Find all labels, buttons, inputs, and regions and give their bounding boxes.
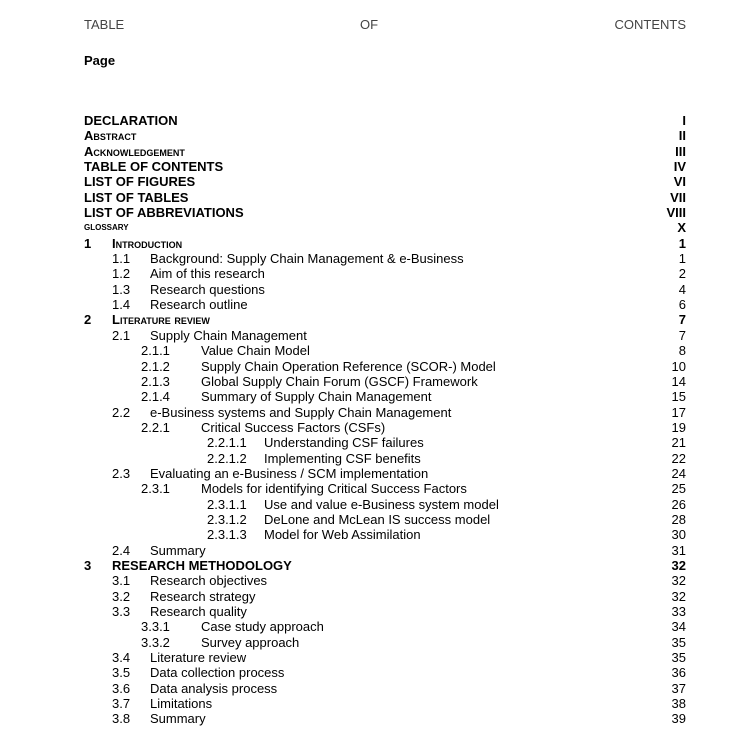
toc-entry-page: 6 (678, 297, 686, 313)
toc-entry (84, 435, 686, 450)
toc-entry (84, 389, 686, 404)
toc-entry-title: Value Chain Model (201, 343, 310, 359)
toc-entry-page: 1 (678, 251, 686, 267)
toc-entry-title: Data analysis process (150, 680, 278, 696)
toc-entry-page: 37 (671, 680, 686, 696)
toc-entry-title: Evaluating an e-Business / SCM implementation (150, 465, 429, 481)
toc-entry-number: 2.3.1.3 (207, 527, 247, 543)
toc-entry-number: 2.1.1 (141, 343, 170, 359)
toc-entry (84, 297, 686, 312)
toc-entry (84, 144, 686, 159)
toc-entry (84, 251, 686, 266)
toc-entry-number: 3.8 (112, 711, 131, 727)
toc-entry (84, 589, 686, 604)
toc-entry (84, 543, 686, 558)
toc-entry-number: 2.1 (112, 327, 131, 343)
toc-entry-page: 14 (671, 373, 686, 389)
toc-entry-number: 2.3 (112, 465, 131, 481)
toc-entry-number: 2.2.1.1 (207, 435, 247, 451)
toc-entry-title: Aim of this research (150, 266, 265, 282)
toc-entry-number: 3.4 (112, 650, 131, 666)
toc-entry (84, 604, 686, 619)
toc-entry-number: 2.4 (112, 542, 131, 558)
toc-entry-page: 38 (671, 696, 686, 712)
toc-entry-title: Models for identifying Critical Success Factors (201, 481, 467, 497)
toc-entry-page: 33 (671, 604, 686, 619)
toc-entry-number: 3.6 (112, 680, 131, 696)
toc-entry-title: Research objectives (150, 573, 268, 589)
toc-entry-title: LIST OF TABLES (84, 189, 189, 205)
toc-entry-title: Summary (150, 542, 206, 558)
toc-entry-number: 3.3.1 (141, 619, 170, 635)
toc-entry-page: 22 (671, 450, 686, 466)
toc-entry-page: VI (673, 174, 686, 190)
toc-entry-title: Supply Chain Management (150, 327, 307, 343)
header-left: TABLE (84, 17, 125, 32)
toc-entry (84, 573, 686, 588)
toc-entry-page: II (678, 128, 686, 144)
toc-entry-page: 26 (671, 496, 686, 512)
toc-entry (84, 328, 686, 343)
toc-entry-title: Research outline (150, 297, 248, 313)
toc-entry-title: Research quality (150, 604, 247, 619)
toc-entry-page: III (675, 143, 686, 159)
toc-entry (84, 190, 686, 205)
toc-entry-page: 24 (671, 465, 686, 481)
header-right: CONTENTS (614, 17, 686, 32)
toc-entry-title: glossary (84, 221, 129, 234)
toc-entry (84, 619, 686, 634)
toc-entry-number: 1.1 (112, 251, 131, 267)
toc-entry-page: 1 (678, 235, 686, 251)
toc-entry-page: 19 (671, 419, 686, 435)
toc-entry-number: 3.2 (112, 588, 131, 604)
toc-entry (84, 558, 686, 573)
header-center: OF (360, 17, 379, 32)
toc-entry (84, 650, 686, 665)
toc-entry-title: Abstract (84, 128, 137, 144)
toc-entry-title: Model for Web Assimilation (264, 527, 421, 543)
toc-entry-page: 4 (678, 281, 686, 297)
toc-entry-number: 2.2.1.2 (207, 450, 247, 466)
toc-entry (84, 282, 686, 297)
toc-entry-number: 3.5 (112, 665, 131, 681)
toc-entry (84, 174, 686, 189)
toc-entry-page: 32 (671, 573, 686, 589)
toc-entry-number: 1 (84, 235, 92, 251)
toc-entry-page: 8 (678, 343, 686, 359)
toc-entry-title: Acknowledgement (84, 143, 185, 159)
toc-entry-number: 3.1 (112, 573, 131, 589)
toc-entry-page: 28 (671, 511, 686, 527)
toc-entry-number: 2.1.3 (141, 373, 170, 389)
toc-header (84, 17, 686, 33)
toc-entry-page: 35 (671, 650, 686, 666)
toc-entry-number: 2.2 (112, 404, 131, 420)
toc-entry-title: Summary of Supply Chain Management (201, 389, 432, 405)
toc-entry (84, 681, 686, 696)
toc-entry (84, 343, 686, 358)
toc-entry-title: Limitations (150, 696, 213, 712)
toc-entry-title: TABLE OF CONTENTS (84, 159, 224, 175)
toc-entry (84, 497, 686, 512)
toc-entry-page: 36 (671, 665, 686, 681)
toc-entry-number: 3.3.2 (141, 634, 170, 650)
toc-entry-page: 7 (678, 327, 686, 343)
toc-entry-title: DeLone and McLean IS success model (264, 511, 491, 527)
toc-entry-page: 10 (671, 358, 686, 374)
toc-entry-number: 1.3 (112, 281, 131, 297)
toc-entry-number: 3 (84, 557, 92, 573)
toc-entry-title: LIST OF FIGURES (84, 174, 196, 190)
toc-entry-number: 3.3 (112, 604, 131, 619)
toc-entry-number: 2.3.1 (141, 481, 170, 497)
toc-entry (84, 696, 686, 711)
toc-entry-page: 39 (671, 711, 686, 727)
toc-entry-title: e-Business systems and Supply Chain Management (150, 404, 452, 420)
toc-entry-title: Data collection process (150, 665, 285, 681)
toc-entry-number: 2.3.1.1 (207, 496, 247, 512)
toc-entry (84, 512, 686, 527)
toc-entry-title: LIST OF ABBREVIATIONS (84, 205, 244, 221)
toc-entry (84, 236, 686, 251)
toc-entry-page: 31 (671, 542, 686, 558)
toc-entry (84, 711, 686, 726)
toc-entry-title: Research strategy (150, 588, 256, 604)
page-column-label: Page (84, 53, 116, 68)
toc-entry (84, 113, 686, 128)
toc-entry-title: DECLARATION (84, 113, 178, 128)
toc-entry (84, 359, 686, 374)
toc-entry-page: 25 (671, 481, 686, 497)
toc-entry-title: Literature review (150, 650, 247, 666)
toc-entry-page: I (682, 113, 686, 128)
toc-entry (84, 220, 686, 235)
toc-entry (84, 128, 686, 143)
toc-entry (84, 374, 686, 389)
toc-entry-title: Literature review (112, 312, 210, 328)
toc-entry-title: Background: Supply Chain Management & e-Business (150, 251, 464, 267)
toc-entry-page: 21 (671, 435, 686, 451)
toc-entry-page: 32 (671, 557, 686, 573)
toc-entry-page: 15 (671, 389, 686, 405)
toc-entry (84, 665, 686, 680)
toc-entry-title: Survey approach (201, 634, 300, 650)
toc-entry-page: IV (673, 159, 686, 175)
toc-entry-page: VII (670, 189, 686, 205)
toc-entry (84, 466, 686, 481)
toc-entry-title: RESEARCH METHODOLOGY (112, 557, 292, 573)
toc-entry (84, 527, 686, 542)
toc-entry-page: 2 (678, 266, 686, 282)
toc-entry-number: 1.4 (112, 297, 131, 313)
toc-entry (84, 205, 686, 220)
toc-entry-title: Introduction (112, 235, 183, 251)
toc-entry-page: 35 (671, 634, 686, 650)
toc-entry (84, 266, 686, 281)
toc-entry-page: 34 (671, 619, 686, 635)
toc-entry-title: Research questions (150, 281, 265, 297)
toc-entry-number: 3.7 (112, 696, 131, 712)
toc-entry-number: 2.2.1 (141, 419, 170, 435)
toc-entry-title: Global Supply Chain Forum (GSCF) Framework (201, 373, 478, 389)
toc-entry-title: Summary (150, 711, 206, 727)
toc-entry-page: 32 (671, 588, 686, 604)
toc-entry (84, 405, 686, 420)
toc-entry-number: 2 (84, 312, 92, 328)
toc-list (84, 113, 686, 727)
toc-entry-page: 30 (671, 527, 686, 543)
toc-entry-title: Implementing CSF benefits (264, 450, 421, 466)
toc-entry-title: Case study approach (201, 619, 324, 635)
toc-entry-page: 17 (671, 404, 686, 420)
toc-entry (84, 420, 686, 435)
toc-entry-page: 7 (678, 312, 686, 328)
toc-entry-number: 2.1.2 (141, 358, 170, 374)
toc-entry-title: Supply Chain Operation Reference (SCOR-) Model (201, 358, 496, 374)
toc-entry-title: Understanding CSF failures (264, 435, 424, 451)
toc-entry (84, 481, 686, 496)
toc-entry (84, 312, 686, 327)
toc-entry-number: 2.1.4 (141, 389, 170, 405)
toc-entry (84, 159, 686, 174)
toc-entry-title: Critical Success Factors (CSFs) (201, 419, 386, 435)
toc-entry-title: Use and value e-Business system model (264, 496, 499, 512)
toc-entry (84, 451, 686, 466)
toc-entry-number: 2.3.1.2 (207, 511, 247, 527)
toc-entry-page: VIII (666, 205, 686, 221)
toc-entry-page: X (677, 220, 686, 236)
toc-entry-number: 1.2 (112, 266, 131, 282)
toc-entry (84, 635, 686, 650)
